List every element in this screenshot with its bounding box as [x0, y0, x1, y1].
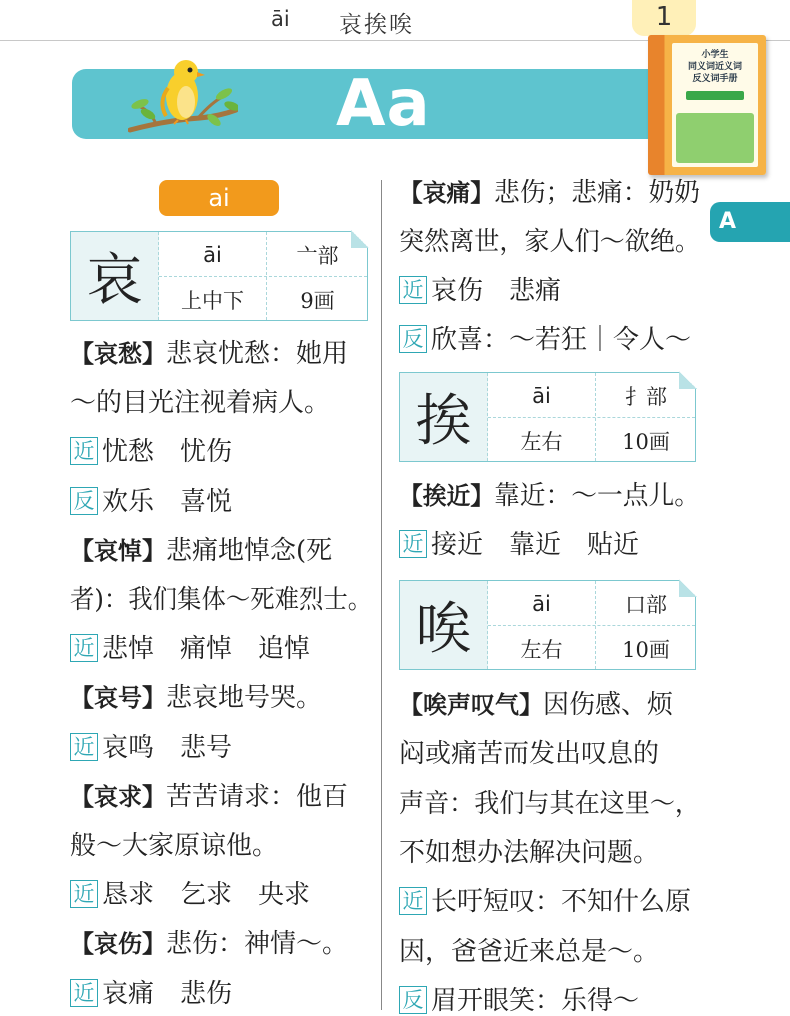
structure: 左右 — [520, 429, 563, 454]
stroke-count: 10画 — [622, 429, 670, 454]
definition-line — [70, 831, 278, 861]
header-pinyin: āi — [271, 7, 290, 31]
definition-line — [399, 789, 700, 819]
entry-term: 【哀伤】 — [70, 930, 166, 959]
synonym-line — [70, 733, 232, 763]
headword-character: 唉 — [400, 581, 488, 669]
radical: 亠部 — [296, 243, 339, 268]
header-characters: 哀挨唉 — [339, 12, 414, 38]
char-card-ai-3 — [399, 580, 696, 670]
structure: 左右 — [520, 637, 563, 662]
line-text: 欣喜：～若狂｜令人～ — [431, 325, 692, 355]
synonym-line — [399, 887, 691, 917]
entry-term: 【哀痛】 — [399, 179, 495, 207]
line-text: 般～大家原谅他。 — [70, 831, 279, 861]
line-text: 恳求 乞求 央求 — [102, 880, 311, 911]
antonym-tag: 反 — [399, 325, 427, 353]
line-text: ～的目光注视着病人。 — [70, 388, 331, 419]
synonym-tag: 近 — [70, 634, 98, 662]
antonym-line — [399, 325, 691, 355]
synonym-line — [70, 979, 232, 1009]
line-text: 忧愁 忧伤 — [102, 437, 233, 468]
line-text: 苦苦请求：他百 — [166, 781, 349, 812]
pinyin: āi — [532, 591, 551, 616]
line-text: 悲悼 痛悼 追悼 — [102, 634, 311, 665]
synonym-tag: 近 — [399, 276, 427, 304]
char-card-ai-2 — [399, 372, 696, 462]
line-text: 悲痛地悼念(死 — [166, 535, 333, 566]
banner-letter: Aa — [336, 67, 431, 141]
line-text: 眉开眼笑：乐得～ — [431, 985, 640, 1016]
entry-headline — [70, 339, 348, 369]
entry-headline — [399, 690, 673, 720]
entry-term: 【哀号】 — [70, 684, 166, 713]
line-text: 闷或痛苦而发出叹息的 — [399, 739, 660, 770]
line-text: 悲哀忧愁：她用 — [166, 339, 349, 369]
line-text: 因，爸爸近来总是～。 — [399, 936, 660, 967]
antonym-line — [70, 487, 232, 517]
synonym-line — [70, 437, 232, 467]
book-title: 小学生 同义词近义词 反义词手册 — [687, 50, 742, 84]
entry-term: 【哀求】 — [70, 782, 166, 811]
line-text: 长吁短叹：不知什么原 — [431, 887, 692, 918]
line-text: 不如想办法解决问题。 — [399, 837, 660, 868]
pinyin: āi — [203, 242, 222, 267]
definition-line — [399, 227, 700, 257]
definition-line — [70, 585, 372, 615]
definition-line — [70, 388, 330, 418]
entry-term: 【哀愁】 — [70, 340, 166, 368]
pinyin: āi — [532, 383, 551, 408]
entry-headline — [70, 536, 332, 566]
entry-term: 【挨近】 — [399, 482, 495, 510]
book-cover-image — [648, 35, 766, 175]
char-card-ai — [70, 231, 368, 321]
entry-headline — [70, 683, 322, 713]
synonym-line — [70, 880, 310, 910]
entry-term: 【哀悼】 — [70, 536, 166, 565]
headword-character: 挨 — [400, 373, 488, 461]
line-text: 悲伤；悲痛：奶奶 — [494, 178, 701, 208]
line-text: 哀痛 悲伤 — [102, 978, 233, 1009]
index-tab-a[interactable]: A — [710, 202, 790, 242]
line-text: 靠近：～一点儿。 — [494, 481, 701, 511]
column-divider — [381, 180, 382, 1010]
stroke-count: 9画 — [300, 288, 335, 313]
synonym-tag: 近 — [70, 979, 98, 1007]
entry-headline — [70, 929, 348, 959]
line-text: 接近 靠近 贴近 — [431, 530, 640, 560]
synonym-line — [399, 530, 639, 560]
definition-line — [399, 838, 659, 868]
bird-illustration-icon — [128, 58, 238, 138]
line-text: 哀鸣 悲号 — [102, 732, 233, 763]
synonym-tag: 近 — [70, 437, 98, 465]
section-label: ai — [159, 180, 279, 216]
line-text: 声音：我们与其在这里～， — [399, 788, 701, 819]
entry-headline — [399, 178, 700, 208]
line-text: 悲伤：神情～。 — [166, 929, 349, 960]
synonym-tag: 近 — [399, 530, 427, 558]
antonym-line — [399, 986, 639, 1016]
line-text: 悲哀地号哭。 — [166, 683, 323, 714]
line-text: 哀伤 悲痛 — [431, 276, 562, 306]
headword-character: 哀 — [71, 232, 159, 320]
stroke-count: 10画 — [622, 637, 670, 662]
antonym-tag: 反 — [70, 487, 98, 515]
antonym-tag: 反 — [399, 986, 427, 1014]
line-text: 因伤感、烦 — [543, 690, 674, 720]
synonym-tag: 近 — [70, 880, 98, 908]
synonym-tag: 近 — [399, 887, 427, 915]
line-text: 者)：我们集体～死难烈士。 — [70, 585, 373, 615]
entry-headline — [399, 481, 700, 511]
definition-line — [399, 937, 659, 967]
radical: 扌部 — [625, 384, 667, 409]
definition-line — [399, 739, 659, 769]
entry-term: 【唉声叹气】 — [399, 691, 543, 719]
radical: 口部 — [625, 592, 667, 617]
entry-headline — [70, 782, 348, 812]
page-number: 1 — [632, 0, 696, 36]
line-text: 欢乐 喜悦 — [102, 486, 233, 517]
synonym-line — [70, 634, 310, 664]
line-text: 突然离世，家人们～欲绝。 — [399, 227, 701, 257]
structure: 上中下 — [181, 288, 244, 313]
synonym-tag: 近 — [70, 733, 98, 761]
synonym-line — [399, 276, 561, 306]
